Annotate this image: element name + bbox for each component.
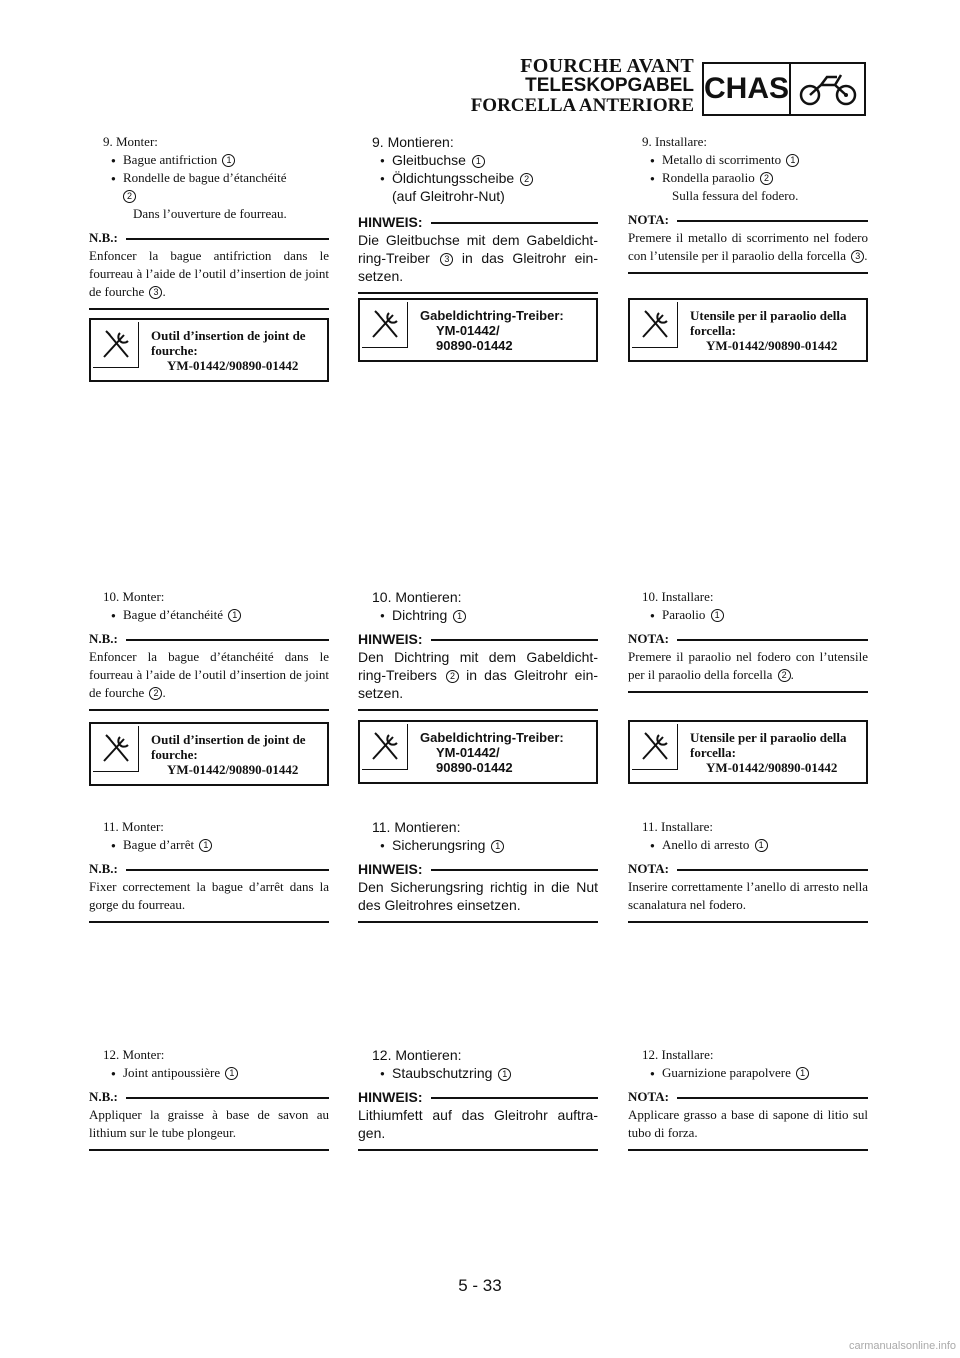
tool-code: YM-01442/: [436, 745, 500, 760]
step-verb: Installare:: [661, 1047, 714, 1062]
tool-name: Outil d’insertion de joint de fourche:: [151, 328, 306, 358]
tool-text: [420, 730, 590, 775]
step-number: 12.: [372, 1047, 392, 1063]
note-label: NOTA:: [628, 631, 669, 646]
step-number: 12.: [103, 1047, 120, 1062]
list-item: [89, 151, 329, 169]
it-tool-box-10: [628, 720, 868, 784]
note-body: Fixer correctement la bague d’arrêt dans la gorge du fourreau.: [89, 879, 329, 912]
item-text: Bague antifriction: [123, 152, 218, 167]
note-header: [358, 213, 598, 231]
note-header: [628, 860, 868, 878]
note-label: N.B.:: [89, 230, 118, 245]
tool-code: YM-01442/90890-01442: [167, 762, 299, 777]
step-number: 9.: [642, 134, 652, 149]
it-step-11: [628, 818, 868, 923]
callout-number: 1: [755, 839, 768, 852]
callout-number: 3: [440, 253, 453, 266]
callout-number: 3: [149, 286, 162, 299]
step-number: 9.: [372, 134, 384, 150]
list-item: [628, 169, 868, 187]
note-body: Applicare grasso a base di sapone di litio sul tubo di forza.: [628, 1107, 868, 1140]
list-item: [89, 1064, 329, 1082]
tool-name: Utensile per il paraolio della forcella:: [690, 308, 847, 338]
note-body: Premere il paraolio nel fodero con l’utensile per il paraolio della forcella 2 .: [628, 649, 868, 682]
step-verb: Montieren:: [395, 589, 462, 605]
tool-name: Utensile per il paraolio della forcella:: [690, 730, 847, 760]
it-step-10: [628, 588, 868, 693]
note-header: [89, 1088, 329, 1106]
note-text: Premere il metallo di scorrimento nel fodero con l’utensile per il paraolio della forcella: [628, 230, 868, 263]
callout-number: 2: [760, 172, 773, 185]
header-titles: [471, 56, 694, 116]
callout-number: 1: [711, 609, 724, 622]
de-step-11: [358, 818, 598, 923]
it-step-12: [628, 1046, 868, 1151]
list-item: [89, 836, 329, 854]
note-header: [358, 860, 598, 878]
tool-text: [151, 328, 321, 373]
list-item: [628, 836, 868, 854]
de-step-10: [358, 588, 598, 711]
section-code: CHAS: [704, 64, 791, 114]
item-text: Bague d’arrêt: [123, 837, 195, 852]
note-label: NOTA:: [628, 1089, 669, 1104]
footer-watermark: carmanualsonline.info: [848, 1340, 956, 1352]
title-it: FORCELLA ANTERIORE: [470, 95, 694, 116]
note-label: N.B.:: [89, 861, 118, 876]
callout-number: 1: [472, 155, 485, 168]
callout-number: 1: [491, 840, 504, 853]
fr-step-9: [89, 133, 329, 310]
note-body: Enfoncer la bague d’étanchéité dans le fourreau à l’aide de l’outil d’insertion de joint de fourche 2 .: [89, 649, 329, 700]
step-number: 10.: [642, 589, 659, 604]
title-de: TELESKOPGABEL: [525, 75, 694, 96]
wrench-screwdriver-icon: [632, 724, 678, 770]
note-text: in das Gleitrohr ein-setzen.: [358, 667, 599, 701]
wrench-screwdriver-icon: [362, 302, 408, 348]
list-item: [358, 606, 598, 624]
note-text: Den Dichtring mit dem Gabeldicht-ring-Treibers: [358, 649, 598, 683]
note-body: Inserire correttamente l’anello di arresto nella scanalatura nel fodero.: [628, 879, 868, 912]
step-verb: Monter:: [122, 1047, 165, 1062]
list-item: [628, 606, 868, 624]
it-tool-box-9: [628, 298, 868, 362]
list-item: [358, 151, 598, 169]
step-number: 10.: [103, 589, 120, 604]
note-label: HINWEIS:: [358, 1089, 423, 1105]
note-label: HINWEIS:: [358, 214, 423, 230]
item-text: Anello di arresto: [662, 837, 750, 852]
tool-name: Gabeldichtring-Treiber:: [420, 308, 564, 323]
page-number: 5 - 33: [458, 1276, 502, 1295]
note-text: Premere il paraolio nel fodero con l’utensile per il paraolio della forcella: [628, 649, 868, 682]
de-step-9: [358, 133, 598, 294]
wrench-screwdriver-icon: [93, 726, 139, 772]
fr-tool-box-10: [89, 722, 329, 786]
item-text: Staubschutzring: [392, 1065, 493, 1081]
note-label: N.B.:: [89, 631, 118, 646]
fr-step-11: [89, 818, 329, 923]
callout-number: 3: [851, 250, 864, 263]
note-label: HINWEIS:: [358, 631, 423, 647]
list-item: [628, 1064, 868, 1082]
list-item: [358, 169, 598, 187]
wrench-screwdriver-icon: [93, 322, 139, 368]
list-item: [358, 1064, 598, 1082]
step-verb: Installare:: [655, 134, 707, 149]
step-verb: Monter:: [116, 134, 158, 149]
item-text: Joint antipoussière: [123, 1065, 221, 1080]
de-tool-box-9: [358, 298, 598, 362]
list-item: [358, 836, 598, 854]
fr-step-12: [89, 1046, 329, 1151]
tool-code: YM-01442/90890-01442: [706, 760, 838, 775]
item-text: Gleitbuchse: [392, 152, 466, 168]
callout-number: 1: [228, 609, 241, 622]
wrench-screwdriver-icon: [362, 724, 408, 770]
callout-number: 1: [498, 1068, 511, 1081]
section-badge: [702, 62, 866, 116]
note-text: Die Gleitbuchse mit dem Gabeldicht-ring-Treiber: [358, 232, 598, 266]
note-body: Appliquer la graisse à base de savon au lithium sur le tube plongeur.: [89, 1107, 329, 1140]
note-body: Den Sicherungsring richtig in die Nut des Gleitrohres einsetzen.: [358, 879, 598, 913]
callout-number: 1: [796, 1067, 809, 1080]
note-header: [89, 229, 329, 247]
note-header: [358, 1088, 598, 1106]
note-label: NOTA:: [628, 212, 669, 227]
note-label: N.B.:: [89, 1089, 118, 1104]
step-verb: Montieren:: [395, 1047, 462, 1063]
step-verb: Installare:: [661, 589, 714, 604]
note-header: [358, 630, 598, 648]
item-text: Rondelle de bague d’étanchéité: [123, 170, 287, 185]
de-step-12: [358, 1046, 598, 1151]
step-verb: Montieren:: [387, 134, 454, 150]
tool-code: YM-01442/90890-01442: [167, 358, 299, 373]
note-body: Premere il metallo di scorrimento nel fodero con l’utensile per il paraolio della forcella 3 .: [628, 230, 868, 263]
item-text: Öldichtungsscheibe: [392, 170, 515, 186]
it-step-9: [628, 133, 868, 274]
callout-number: 1: [225, 1067, 238, 1080]
note-header: [628, 1088, 868, 1106]
callout-number: 2: [123, 190, 136, 203]
callout-number: 2: [446, 670, 459, 683]
step-verb: Monter:: [122, 589, 165, 604]
item-text: Dichtring: [392, 607, 448, 623]
fr-tool-box-9: [89, 318, 329, 382]
title-fr: FOURCHE AVANT: [520, 55, 694, 77]
list-item: [89, 169, 329, 205]
note-text: Enfoncer la bague antifriction dans le fourreau à l’aide de l’outil d’insertion de joint de fourche: [89, 248, 329, 299]
de-tool-box-10: [358, 720, 598, 784]
note-body: [358, 231, 598, 285]
note-header: [89, 860, 329, 878]
tool-text: [690, 308, 860, 353]
note-header: [628, 630, 868, 648]
motorcycle-icon: [791, 64, 864, 114]
item-text: Guarnizione parapolvere: [662, 1065, 791, 1080]
note-header: [89, 630, 329, 648]
item-text: Metallo di scorrimento: [662, 152, 782, 167]
tool-code: YM-01442/: [436, 323, 500, 338]
tool-name: Gabeldichtring-Treiber:: [420, 730, 564, 745]
step-verb: Installare:: [661, 819, 714, 834]
step-number: 9.: [103, 134, 113, 149]
item-note: Sulla fessura del fodero.: [672, 188, 799, 203]
item-note: (auf Gleitrohr-Nut): [392, 188, 505, 204]
step-number: 11.: [103, 819, 119, 834]
wrench-screwdriver-icon: [632, 302, 678, 348]
note-body: Enfoncer la bague antifriction dans le fourreau à l’aide de l’outil d’insertion de joint de fourche 3 .: [89, 248, 329, 299]
note-label: NOTA:: [628, 861, 669, 876]
tool-code: 90890-01442: [436, 760, 513, 775]
callout-number: 1: [786, 154, 799, 167]
note-header: [628, 211, 868, 229]
step-number: 11.: [372, 819, 391, 835]
item-text: Paraolio: [662, 607, 706, 622]
tool-text: [151, 732, 321, 777]
callout-number: 2: [520, 173, 533, 186]
tool-code: 90890-01442: [436, 338, 513, 353]
fr-step-10: [89, 588, 329, 711]
item-note: Dans l’ouverture de fourreau.: [133, 206, 287, 221]
item-text: Bague d’étanchéité: [123, 607, 223, 622]
item-text: Rondella paraolio: [662, 170, 755, 185]
note-body: [358, 648, 598, 702]
callout-number: 2: [149, 687, 162, 700]
note-label: HINWEIS:: [358, 861, 423, 877]
note-body: Lithiumfett auf das Gleitrohr auftra-gen.: [358, 1107, 598, 1141]
callout-number: 1: [199, 839, 212, 852]
list-item: [628, 151, 868, 169]
tool-code: YM-01442/90890-01442: [706, 338, 838, 353]
item-text: Sicherungsring: [392, 837, 486, 853]
tool-name: Outil d’insertion de joint de fourche:: [151, 732, 306, 762]
step-number: 10.: [372, 589, 392, 605]
tool-text: [690, 730, 860, 775]
step-verb: Monter:: [122, 819, 164, 834]
step-verb: Montieren:: [394, 819, 461, 835]
note-text: Enfoncer la bague d’étanchéité dans le fourreau à l’aide de l’outil d’insertion de joint de fourche: [89, 649, 329, 700]
step-number: 12.: [642, 1047, 659, 1062]
step-number: 11.: [642, 819, 658, 834]
list-item: [89, 606, 329, 624]
callout-number: 1: [222, 154, 235, 167]
note-text: in das Gleitrohr ein-setzen.: [358, 250, 598, 284]
tool-text: [420, 308, 590, 353]
callout-number: 2: [778, 669, 791, 682]
callout-number: 1: [453, 610, 466, 623]
